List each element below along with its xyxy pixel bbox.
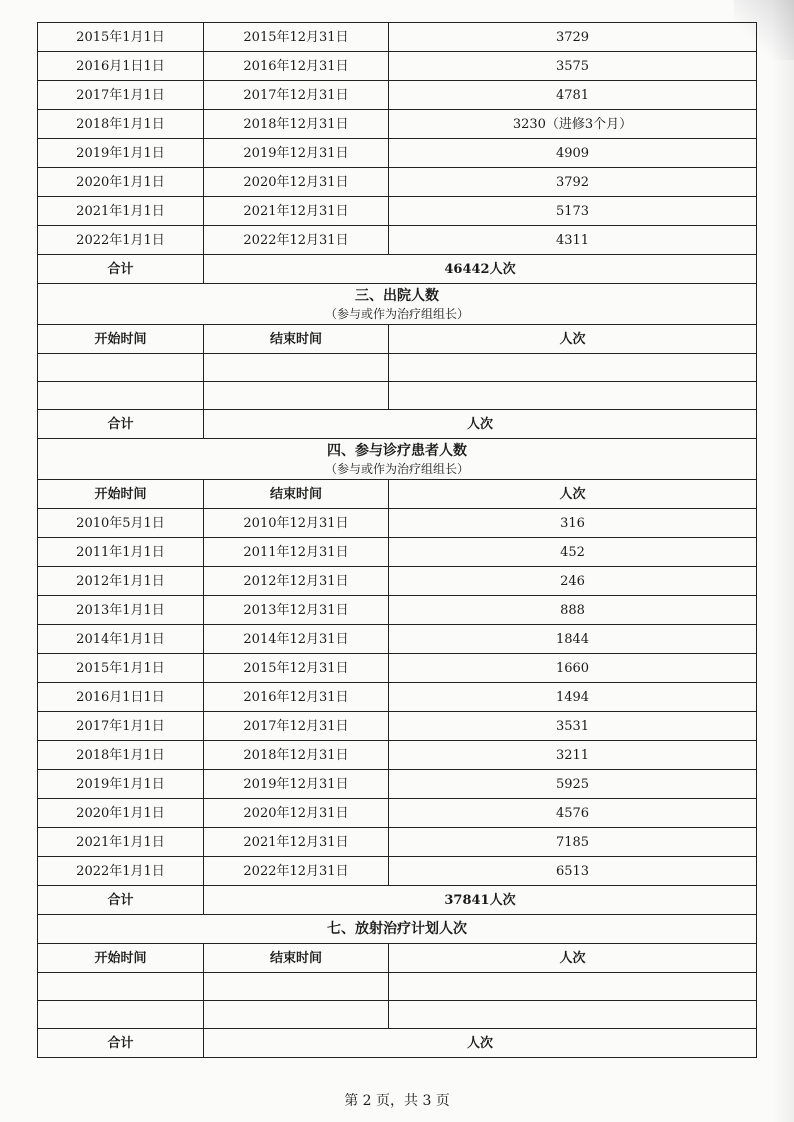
cell-end: 2019年12月31日 [204,770,389,799]
table-row [38,828,757,857]
cell-end: 2021年12月31日 [204,197,389,226]
blank-cell [389,973,757,1001]
blank-cell [204,382,389,410]
total-label: 合计 [38,255,204,284]
blank-row [38,382,757,410]
table-row [38,857,757,886]
cell-count: 3729 [389,23,757,52]
cell-count: 3531 [389,712,757,741]
header-end: 结束时间 [204,325,389,354]
cell-count: 1660 [389,654,757,683]
total-value: 37841人次 [204,886,757,915]
cell-end: 2014年12月31日 [204,625,389,654]
blank-cell [38,1001,204,1029]
cell-start: 2019年1月1日 [38,770,204,799]
table-row [38,23,757,52]
cell-start: 2015年1月1日 [38,654,204,683]
cell-start: 2016月1日1日 [38,683,204,712]
table-row [38,799,757,828]
cell-end: 2022年12月31日 [204,857,389,886]
header-count: 人次 [389,944,757,973]
cell-start: 2018年1月1日 [38,110,204,139]
page-number: 第 2 页，共 3 页 [344,1093,450,1109]
cell-end: 2017年12月31日 [204,81,389,110]
blank-cell [204,354,389,382]
cell-start: 2016月1日1日 [38,52,204,81]
cell-count: 6513 [389,857,757,886]
section2-total [38,255,757,284]
cell-count: 1494 [389,683,757,712]
cell-end: 2017年12月31日 [204,712,389,741]
cell-start: 2017年1月1日 [38,81,204,110]
cell-start: 2018年1月1日 [38,741,204,770]
blank-row [38,973,757,1001]
cell-start: 2014年1月1日 [38,625,204,654]
cell-count: 3792 [389,168,757,197]
cell-end: 2019年12月31日 [204,139,389,168]
cell-count: 4311 [389,226,757,255]
header-row [38,325,757,354]
cell-count: 452 [389,538,757,567]
cell-end: 2021年12月31日 [204,828,389,857]
total-label: 合计 [38,1029,204,1058]
total-row [38,1029,757,1058]
table-row [38,596,757,625]
total-row [38,886,757,915]
table-row [38,168,757,197]
header-row [38,480,757,509]
cell-end: 2018年12月31日 [204,741,389,770]
cell-start: 2015年1月1日 [38,23,204,52]
cell-end: 2011年12月31日 [204,538,389,567]
table-row [38,509,757,538]
cell-start: 2012年1月1日 [38,567,204,596]
cell-count: 888 [389,596,757,625]
cell-count: 3211 [389,741,757,770]
table-row [38,567,757,596]
table-row [38,741,757,770]
cell-count: 5925 [389,770,757,799]
blank-cell [38,973,204,1001]
table-row [38,139,757,168]
header-start: 开始时间 [38,325,204,354]
blank-cell [204,1001,389,1029]
blank-cell [389,382,757,410]
header-start: 开始时间 [38,944,204,973]
header-count: 人次 [389,480,757,509]
cell-count: 4576 [389,799,757,828]
cell-end: 2012年12月31日 [204,567,389,596]
cell-count: 4909 [389,139,757,168]
cell-end: 2010年12月31日 [204,509,389,538]
section-title: 七、放射治疗计划人次 [327,921,467,937]
section-heading [38,439,757,480]
table-row [38,226,757,255]
cell-start: 2019年1月1日 [38,139,204,168]
section-subtitle: （参与或作为治疗组组长） [324,306,469,321]
table-row [38,538,757,567]
cell-start: 2020年1月1日 [38,168,204,197]
section-heading-row [38,439,757,480]
section-title: 四、参与诊疗患者人数 [327,442,467,459]
cell-count: 5173 [389,197,757,226]
section4-head [38,439,757,509]
section-heading [38,284,757,325]
cell-count: 1844 [389,625,757,654]
blank-cell [204,973,389,1001]
cell-count: 4781 [389,81,757,110]
header-end: 结束时间 [204,944,389,973]
blank-cell [389,354,757,382]
cell-end: 2013年12月31日 [204,596,389,625]
cell-end: 2016年12月31日 [204,683,389,712]
cell-count: 7185 [389,828,757,857]
blank-cell [38,382,204,410]
table-row [38,770,757,799]
cell-start: 2021年1月1日 [38,197,204,226]
cell-end: 2020年12月31日 [204,799,389,828]
header-start: 开始时间 [38,480,204,509]
section-heading [38,915,757,944]
cell-start: 2020年1月1日 [38,799,204,828]
page-edge-shadow [772,0,794,1122]
section4-total [38,886,757,915]
section-heading-row [38,915,757,944]
header-end: 结束时间 [204,480,389,509]
cell-end: 2015年12月31日 [204,23,389,52]
cell-start: 2022年1月1日 [38,226,204,255]
statistics-table [37,22,757,1058]
total-label: 合计 [38,410,204,439]
table-row [38,712,757,741]
cell-end: 2020年12月31日 [204,168,389,197]
table-row [38,625,757,654]
total-row [38,255,757,284]
cell-end: 2016年12月31日 [204,52,389,81]
total-value: 人次 [204,1029,757,1058]
table-row [38,110,757,139]
table-row [38,52,757,81]
cell-count: 246 [389,567,757,596]
blank-row [38,1001,757,1029]
section4-rows [38,509,757,886]
header-count: 人次 [389,325,757,354]
cell-start: 2021年1月1日 [38,828,204,857]
cell-end: 2022年12月31日 [204,226,389,255]
blank-cell [38,354,204,382]
section3 [38,284,757,439]
blank-cell [389,1001,757,1029]
section7 [38,915,757,1058]
cell-count: 3230（进修3个月） [389,110,757,139]
section2-rows [38,23,757,255]
blank-row [38,354,757,382]
cell-start: 2022年1月1日 [38,857,204,886]
section-heading-row [38,284,757,325]
cell-start: 2013年1月1日 [38,596,204,625]
cell-start: 2011年1月1日 [38,538,204,567]
table-row [38,81,757,110]
cell-count: 316 [389,509,757,538]
header-row [38,944,757,973]
cell-start: 2010年5月1日 [38,509,204,538]
cell-end: 2018年12月31日 [204,110,389,139]
table-row [38,683,757,712]
total-value: 人次 [204,410,757,439]
cell-count: 3575 [389,52,757,81]
table-row [38,654,757,683]
table-row [38,197,757,226]
cell-start: 2017年1月1日 [38,712,204,741]
total-row [38,410,757,439]
cell-end: 2015年12月31日 [204,654,389,683]
section-subtitle: （参与或作为治疗组组长） [324,461,469,476]
section-title: 三、出院人数 [355,287,439,304]
total-value: 46442人次 [204,255,757,284]
total-label: 合计 [38,886,204,915]
